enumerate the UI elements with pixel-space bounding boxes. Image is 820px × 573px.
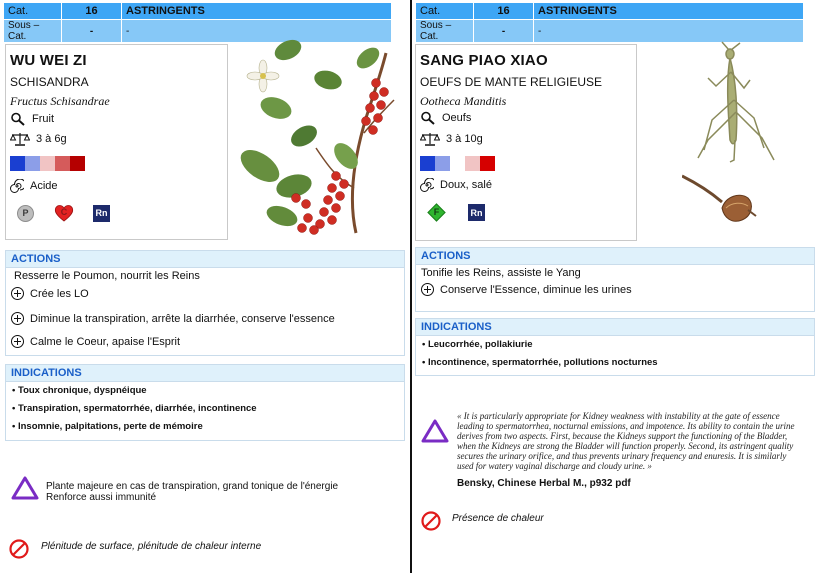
meridian-kidney-badge: Rn <box>93 205 110 222</box>
dose: 3 à 6g <box>36 133 67 145</box>
prohibited-icon <box>8 538 30 560</box>
part-used-row <box>420 111 471 125</box>
contraindication: Présence de chaleur <box>452 513 544 524</box>
action-item: Calme le Coeur, apaise l'Esprit <box>11 335 180 348</box>
part-used: Fruit <box>32 113 54 125</box>
category-header <box>3 2 392 43</box>
note-line-2: Renforce aussi immunité <box>46 492 157 503</box>
temperature-swatch <box>420 156 435 171</box>
meridian-badges <box>427 203 485 222</box>
indications-section <box>415 318 815 376</box>
temperature-swatch <box>480 156 495 171</box>
herb-card <box>415 44 637 241</box>
actions-section <box>5 250 405 356</box>
note-line-1: Plante majeure en cas de transpiration, grand tonique de l'énergie <box>46 481 339 492</box>
temperature-scale <box>420 156 495 171</box>
quote-source: Bensky, Chinese Herbal M., p932 pdf <box>457 478 631 489</box>
herb-pharmaceutical-name: Fructus Schisandrae <box>10 94 110 108</box>
category-label: Cat. <box>4 3 62 20</box>
indication-item: • Incontinence, spermatorrhée, pollutions nocturnes <box>422 357 658 368</box>
magnifier-icon <box>420 111 436 125</box>
action-primary: Tonifie les Reins, assiste le Yang <box>421 267 581 279</box>
meridian-heart-badge: C <box>54 204 74 222</box>
subcategory-label: Sous – Cat. <box>416 20 474 43</box>
meridian-liver-badge: F <box>427 203 446 222</box>
indication-item: • Transpiration, spermatorrhée, diarrhée, incontinence <box>12 403 257 414</box>
plus-icon <box>11 335 24 348</box>
subcategory-name: - <box>534 20 804 43</box>
action-item: Conserve l'Essence, diminue les urines <box>421 283 632 296</box>
plus-icon <box>11 312 24 325</box>
herb-latin-name: OEUFS DE MANTE RELIGIEUSE <box>420 75 603 89</box>
herb-latin-name: SCHISANDRA <box>10 75 89 89</box>
triangle-icon <box>421 419 449 443</box>
action-item: Crée les LO <box>11 287 89 300</box>
temperature-swatch <box>25 156 40 171</box>
category-name: ASTRINGENTS <box>122 3 392 20</box>
schisandra-illustration <box>236 38 396 238</box>
indications-section <box>5 364 405 441</box>
indication-item: • Leucorrhée, pollakiurie <box>422 339 533 350</box>
spiral-icon <box>420 178 434 192</box>
dose-row <box>10 132 67 146</box>
indication-item: • Insomnie, palpitations, perte de mémoire <box>12 421 203 432</box>
temperature-swatch <box>10 156 25 171</box>
herb-name: SANG PIAO XIAO <box>420 52 548 69</box>
temperature-swatch <box>55 156 70 171</box>
part-used-row <box>10 112 54 126</box>
scale-icon <box>420 132 440 146</box>
taste-row <box>420 178 492 192</box>
herb-name: WU WEI ZI <box>10 52 87 69</box>
action-primary: Resserre le Poumon, nourrit les Reins <box>14 270 200 282</box>
meridian-kidney-badge: Rn <box>468 204 485 221</box>
temperature-scale <box>10 156 85 171</box>
meridian-badges <box>17 204 110 222</box>
herb-card <box>5 44 228 240</box>
meridian-lung-badge: P <box>17 205 34 222</box>
taste: Doux, salé <box>440 179 492 191</box>
subcategory-number: - <box>474 20 534 43</box>
category-number: 16 <box>474 3 534 20</box>
taste-row <box>10 179 58 193</box>
dose-row <box>420 132 483 146</box>
indication-item: • Toux chronique, dyspnéique <box>12 385 147 396</box>
bensky-quote: « It is particularly appropriate for Kidney weakness with instability at the gate of essence leading to spermatorrhea, nocturnal emissions, and impotence. Its ability to contain the urine derives from two aspects. First, because the Kidneys support the functioning of the Bladder, when the Kidneys are strong the Bladder will function properly. Second, its astringent quality secures the urinary orifice, and thus prevents urinary frequency and enuresis. It is similarly used for watery vaginal discharge and cloudy urine. » <box>457 411 795 471</box>
temperature-swatch <box>465 156 480 171</box>
subcategory-name: - <box>122 20 392 43</box>
mantis-illustration <box>682 40 797 230</box>
temperature-swatch <box>450 156 465 171</box>
temperature-swatch <box>70 156 85 171</box>
action-item: Diminue la transpiration, arrête la diarrhée, conserve l'essence <box>11 312 335 325</box>
scale-icon <box>10 132 30 146</box>
subcategory-number: - <box>62 20 122 43</box>
temperature-swatch <box>435 156 450 171</box>
category-header <box>415 2 804 43</box>
subcategory-label: Sous – Cat. <box>4 20 62 43</box>
indications-title: INDICATIONS <box>416 319 814 336</box>
contraindication: Plénitude de surface, plénitude de chaleur interne <box>41 541 262 552</box>
category-number: 16 <box>62 3 122 20</box>
indications-title: INDICATIONS <box>6 365 404 382</box>
spiral-icon <box>10 179 24 193</box>
actions-section <box>415 247 815 312</box>
plus-icon <box>421 283 434 296</box>
actions-title: ACTIONS <box>416 248 814 265</box>
temperature-swatch <box>40 156 55 171</box>
magnifier-icon <box>10 112 26 126</box>
herb-sheet-sang-piao-xiao <box>412 0 820 573</box>
plus-icon <box>11 287 24 300</box>
category-label: Cat. <box>416 3 474 20</box>
taste: Acide <box>30 180 58 192</box>
part-used: Oeufs <box>442 112 472 124</box>
prohibited-icon <box>420 510 442 532</box>
actions-title: ACTIONS <box>6 251 404 268</box>
herb-pharmaceutical-name: Ootheca Manditis <box>420 94 507 108</box>
triangle-icon <box>11 476 39 500</box>
category-name: ASTRINGENTS <box>534 3 804 20</box>
dose: 3 à 10g <box>446 133 483 145</box>
